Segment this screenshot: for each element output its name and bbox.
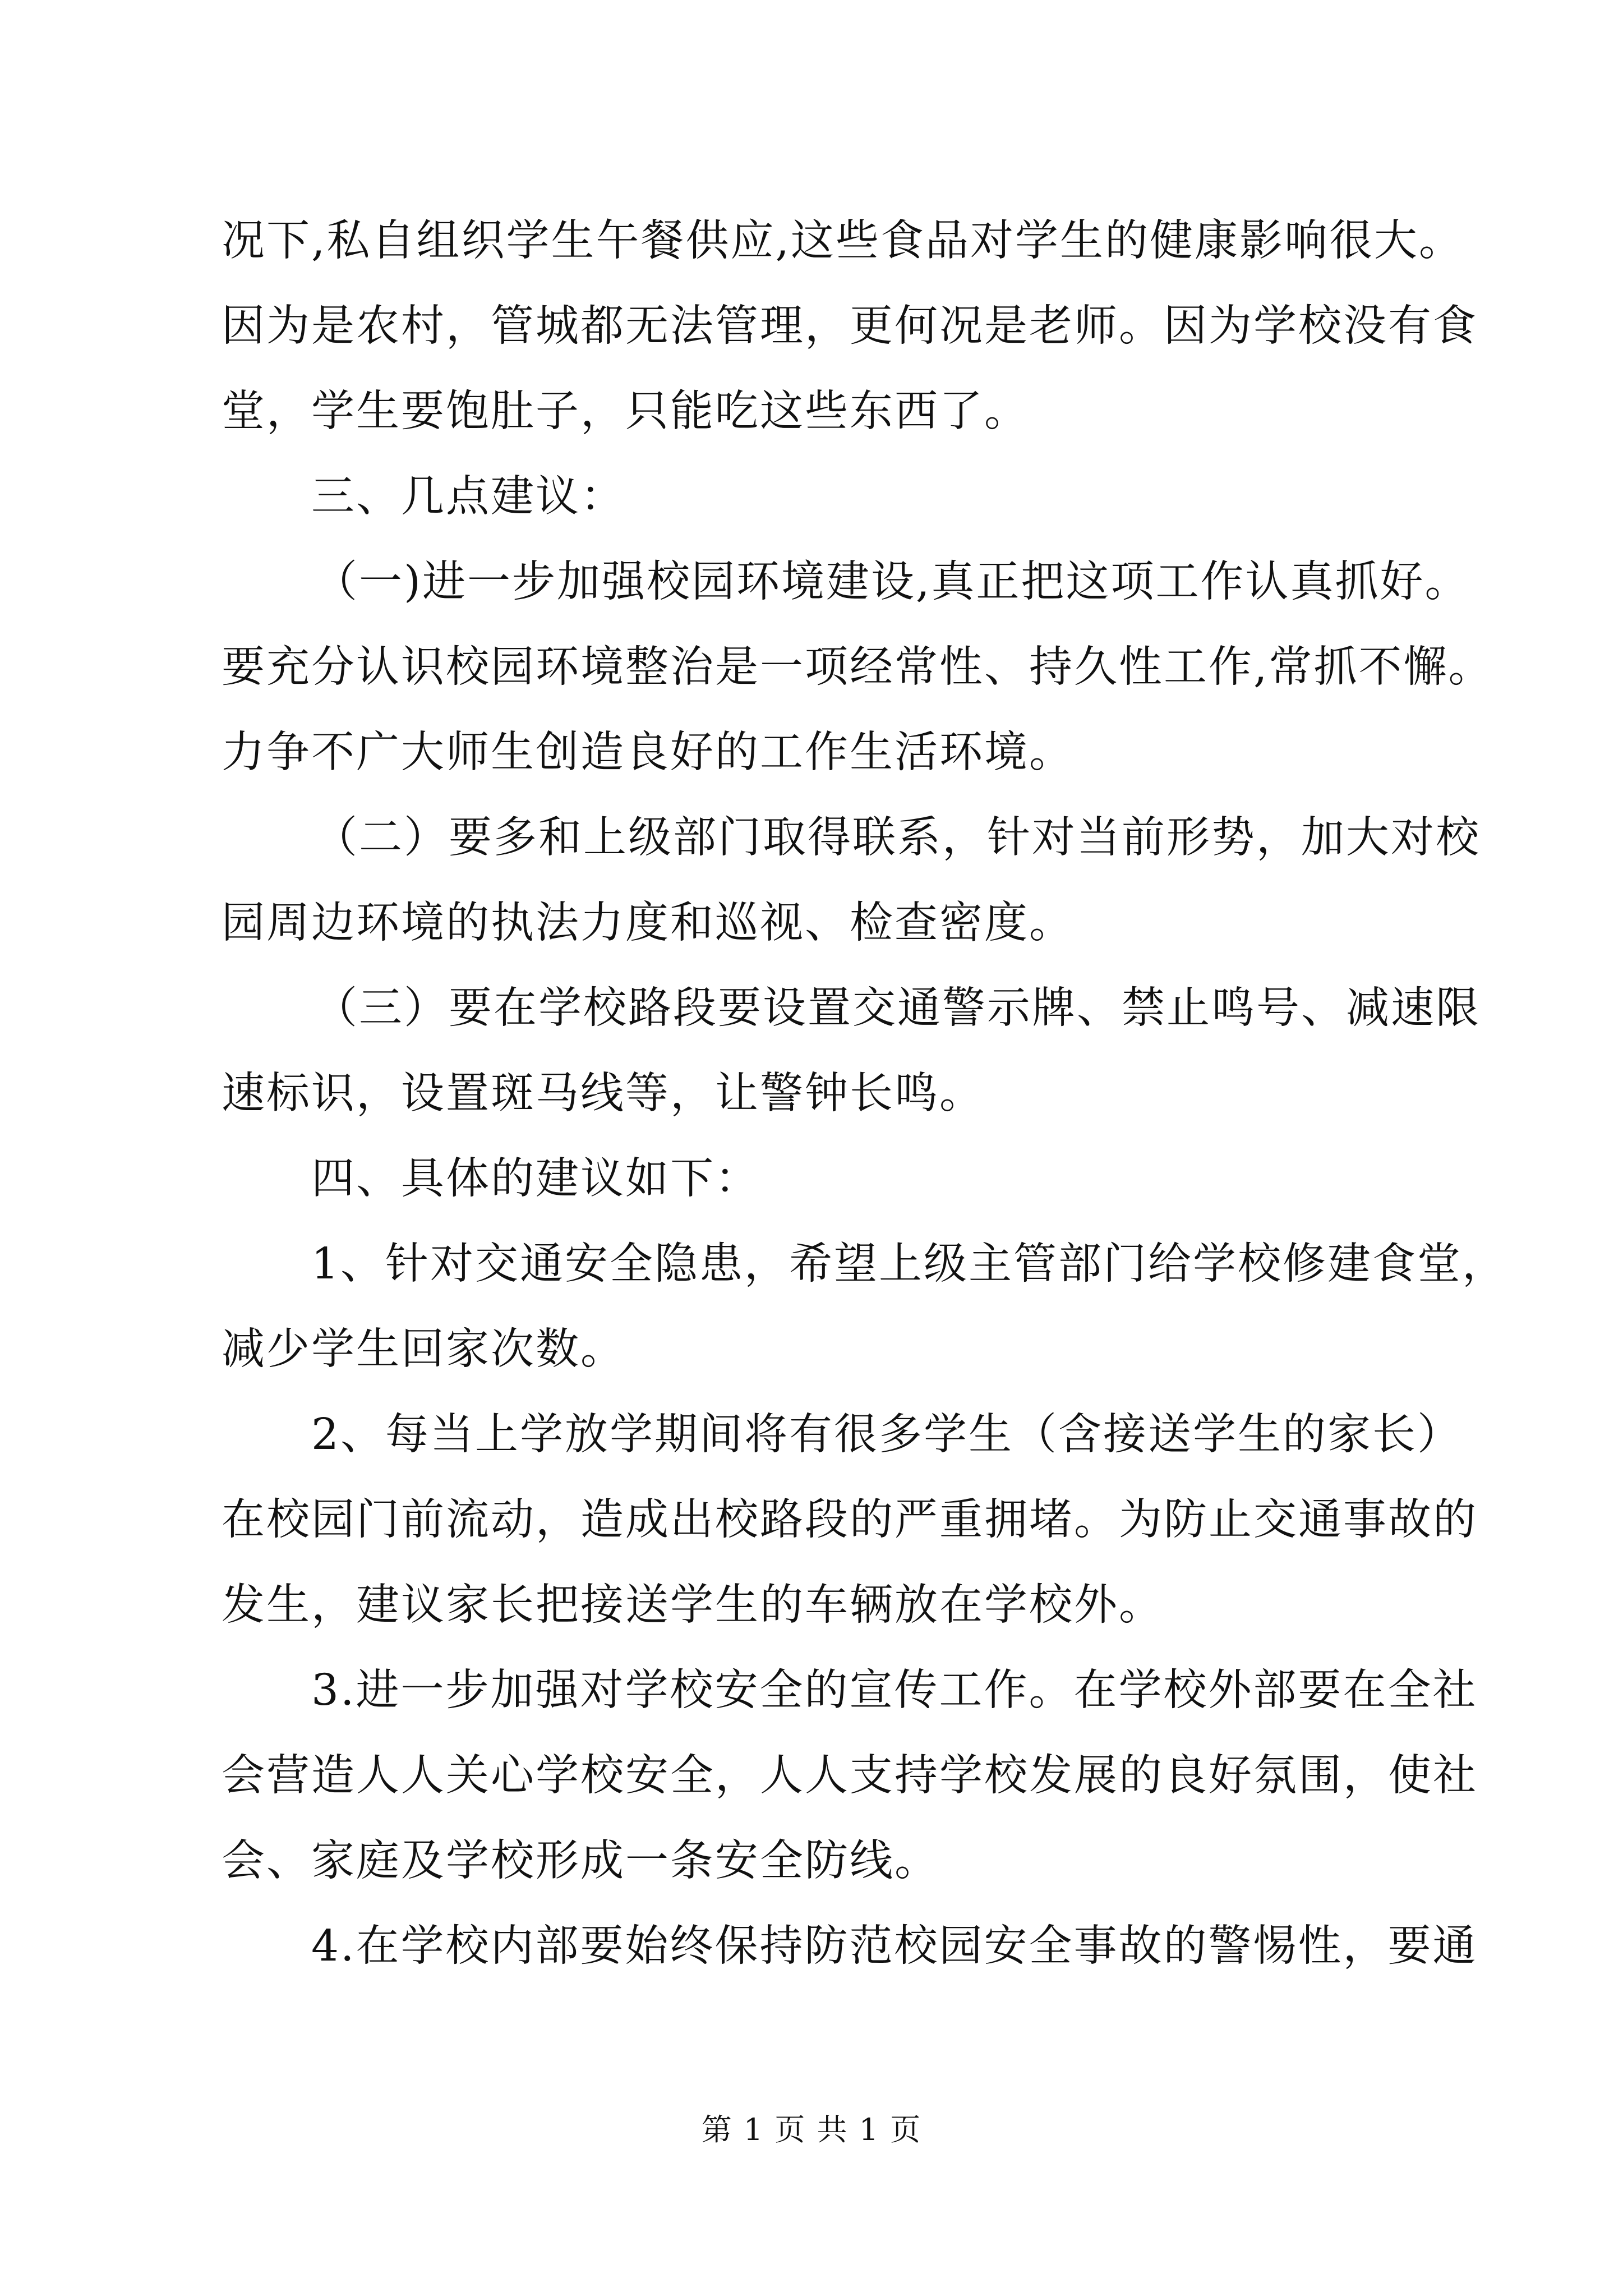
section-heading: 三、几点建议： <box>311 472 625 522</box>
section-heading: 四、具体的建议如下： <box>311 1154 760 1204</box>
body-line: 堂，学生要饱肚子，只能吃这些东西了。 <box>222 386 1029 436</box>
body-line: （三）要在学校路段要设置交通警示牌、禁止鸣号、减速限 <box>314 983 1481 1033</box>
body-line: 会营造人人关心学校安全，人人支持学校发展的良好氛围，使社 <box>222 1751 1478 1801</box>
body-line: 园周边环境的执法力度和巡视、检查密度。 <box>222 898 1074 948</box>
body-line: 力争不广大师生创造良好的工作生活环境。 <box>222 728 1074 777</box>
body-line: 发生，建议家长把接送学生的车辆放在学校外。 <box>222 1580 1164 1630</box>
body-line: 3.进一步加强对学校安全的宣传工作。在学校外部要在全社 <box>311 1665 1478 1715</box>
body-line: 在校园门前流动，造成出校路段的严重拥堵。为防止交通事故的 <box>222 1495 1478 1545</box>
body-line: 要充分认识校园环境整治是一项经常性、持久性工作,常抓不懈。 <box>222 642 1493 692</box>
body-line: 减少学生回家次数。 <box>222 1324 625 1374</box>
body-line: （一)进一步加强校园环境建设,真正把这项工作认真抓好。 <box>314 557 1470 607</box>
body-line: 4.在学校内部要始终保持防范校园安全事故的警惕性，要通 <box>311 1921 1478 1971</box>
body-line: 2、每当上学放学期间将有很多学生（含接送学生的家长） <box>311 1410 1462 1460</box>
body-line: 1、针对交通安全隐患，希望上级主管部门给学校修建食堂， <box>311 1239 1507 1289</box>
body-line: 况下,私自组织学生午餐供应,这些食品对学生的健康影响很大。 <box>222 216 1464 266</box>
body-line: （二）要多和上级部门取得联系，针对当前形势，加大对校 <box>314 813 1481 863</box>
page-footer: 第 1 页 共 1 页 <box>701 2112 922 2147</box>
body-line: 因为是农村，管城都无法管理，更何况是老师。因为学校没有食 <box>222 301 1478 351</box>
body-line: 会、家庭及学校形成一条安全防线。 <box>222 1836 939 1886</box>
body-line: 速标识，设置斑马线等，让警钟长鸣。 <box>222 1069 984 1119</box>
